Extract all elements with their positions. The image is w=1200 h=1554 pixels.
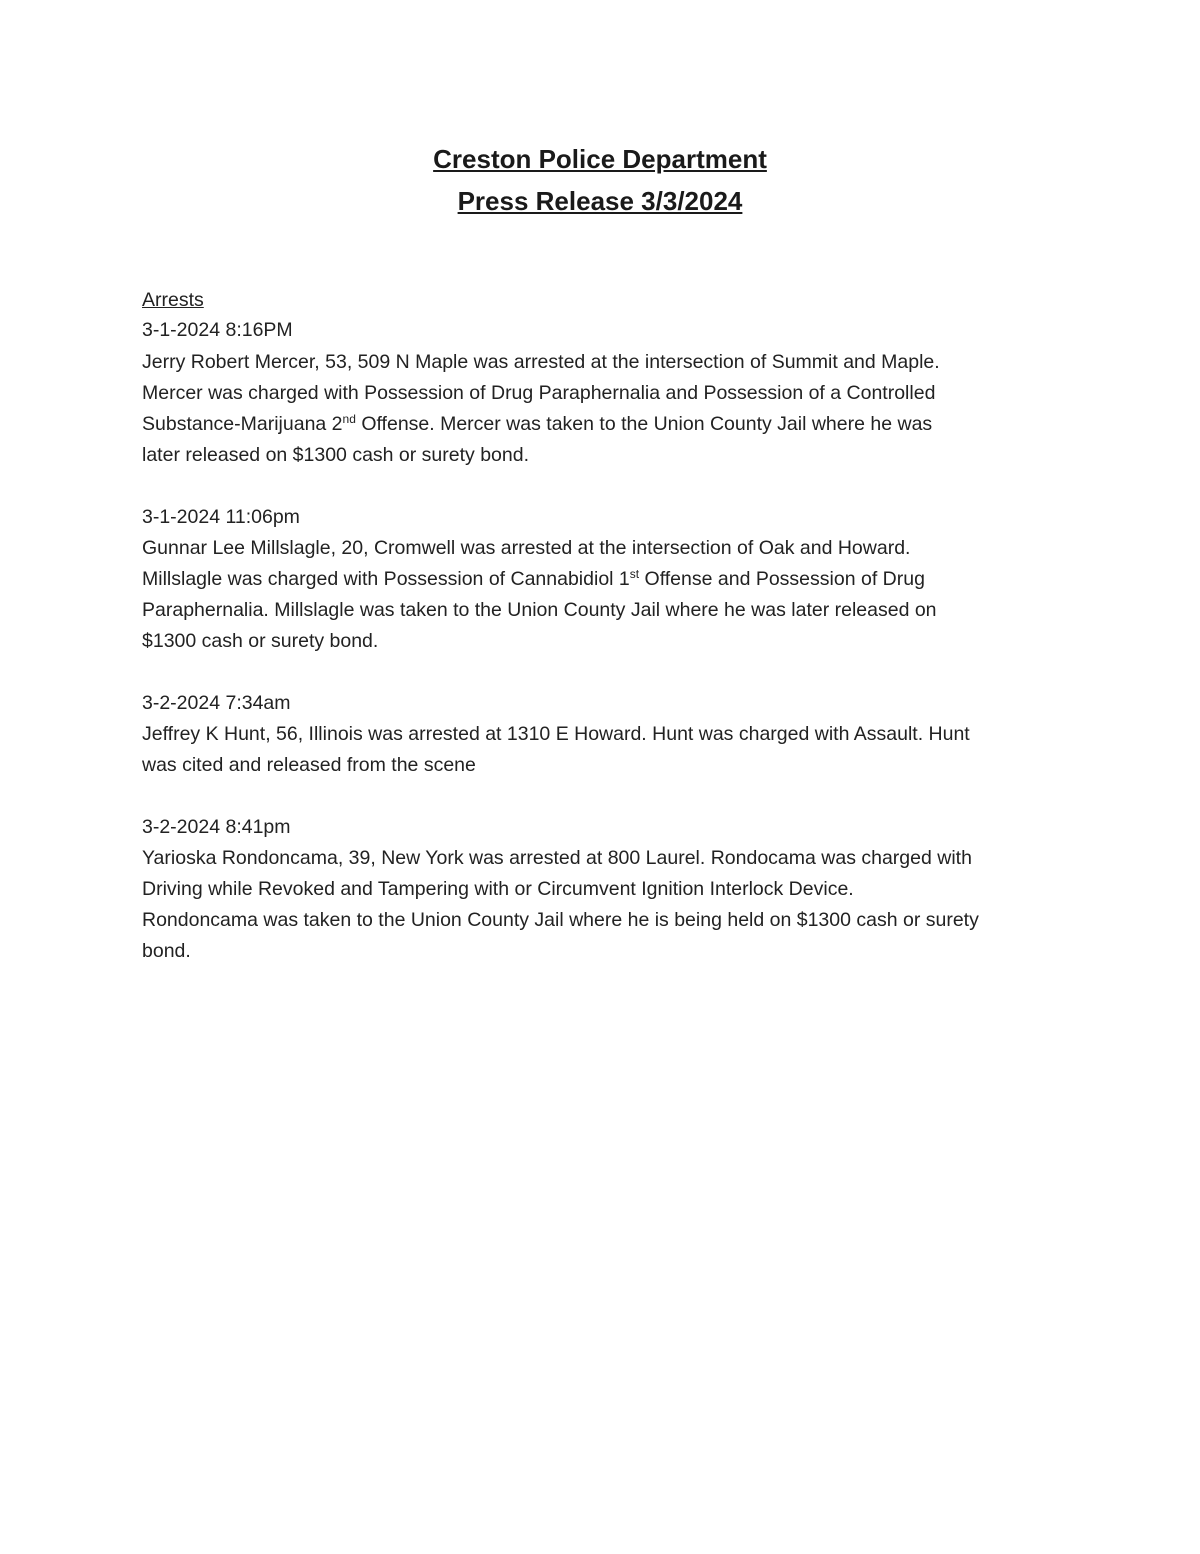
line-text: 3-2-2024 7:34am — [142, 692, 291, 714]
line-text: Paraphernalia. Millslagle was taken to the Union County Jail where he was later released on — [142, 599, 937, 621]
line-text: Yarioska Rondoncama, 39, New York was arrested at 800 Laurel. Rondocama was charged with — [142, 847, 972, 869]
line-text: Rondoncama was taken to the Union County Jail where he is being held on $1300 cash or surety — [142, 909, 979, 931]
line-text: 3-2-2024 8:41pm — [142, 816, 291, 838]
arrest-text-line — [142, 629, 378, 653]
arrest-text-line — [142, 412, 932, 436]
arrest-text-line — [142, 846, 972, 870]
arrest-text-line — [142, 722, 970, 746]
line-text: Substance-Marijuana 2 — [142, 413, 343, 435]
arrest-datetime — [142, 318, 293, 342]
arrest-text-line — [142, 350, 940, 374]
line-text: Jeffrey K Hunt, 56, Illinois was arrested at 1310 E Howard. Hunt was charged with Assault. Hunt — [142, 723, 970, 745]
line-text: Offense. Mercer was taken to the Union County Jail where he was — [355, 413, 933, 435]
arrest-text-line — [142, 536, 910, 560]
arrest-text-line — [142, 908, 979, 932]
document-subtitle: Press Release 3/3/2024 — [457, 186, 743, 216]
line-text: Millslagle was charged with Possession of Cannabidiol 1 — [142, 568, 630, 590]
arrest-text-line — [142, 598, 937, 622]
ordinal-superscript: st — [629, 567, 640, 581]
arrest-text-line — [142, 753, 476, 777]
line-text: Mercer was charged with Possession of Drug Paraphernalia and Possession of a Controlled — [142, 382, 936, 404]
line-text: Gunnar Lee Millslagle, 20, Cromwell was arrested at the intersection of Oak and Howard. — [142, 537, 911, 559]
arrest-text-line — [142, 877, 854, 901]
arrest-text-line — [142, 567, 925, 591]
line-text: Offense and Possession of Drug — [639, 568, 925, 590]
line-text: Driving while Revoked and Tampering with or Circumvent Ignition Interlock Device. — [142, 878, 854, 900]
arrest-text-line — [142, 381, 935, 405]
line-text: later released on $1300 cash or surety bond. — [142, 444, 530, 466]
line-text: $1300 cash or surety bond. — [142, 630, 379, 652]
section-heading-arrests: Arrests — [142, 289, 204, 311]
line-text: bond. — [142, 940, 191, 962]
ordinal-superscript: nd — [342, 412, 356, 426]
line-text: 3-1-2024 8:16PM — [142, 319, 293, 341]
line-text: 3-1-2024 11:06pm — [142, 506, 300, 528]
arrest-text-line — [142, 939, 191, 963]
line-text: Jerry Robert Mercer, 53, 509 N Maple was arrested at the intersection of Summit and Maple. — [142, 351, 940, 373]
document-title: Creston Police Department — [433, 144, 767, 174]
line-text: was cited and released from the scene — [142, 754, 476, 776]
arrest-datetime — [142, 691, 291, 715]
arrest-text-line — [142, 443, 529, 467]
arrest-datetime — [142, 815, 291, 839]
arrest-datetime — [142, 505, 300, 529]
